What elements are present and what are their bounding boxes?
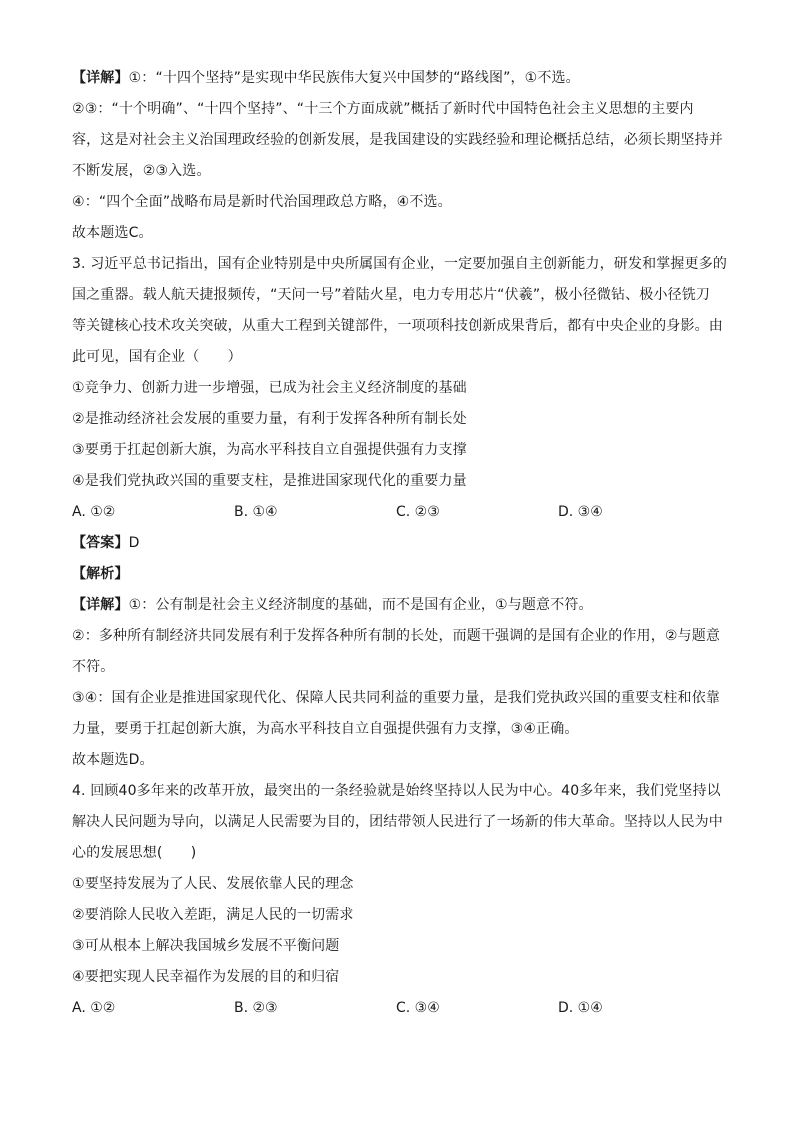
text-line: [72, 590, 722, 621]
line-text: ④是我们党执政兴国的重要支柱，是推进国家现代化的重要力量: [72, 473, 467, 489]
text-line: [72, 838, 722, 869]
text-line: [72, 125, 722, 156]
section-label: 【答案】: [72, 535, 129, 551]
line-text: ③要勇于扛起创新大旗，为高水平科技自立自强提供强有力支撑: [72, 442, 467, 458]
text-line: [72, 683, 722, 714]
text-line: [72, 962, 722, 993]
text-line: [72, 218, 722, 249]
text-line: [72, 373, 722, 404]
line-text: 此可见，国有企业（ ）: [72, 349, 242, 365]
line-text: ②：多种所有制经济共同发展有利于发挥各种所有制的长处，而题干强调的是国有企业的作用，②与题意: [72, 628, 720, 644]
q3-option-b: B. ①④: [234, 504, 278, 520]
line-text: D: [128, 535, 140, 551]
text-line: [72, 900, 722, 931]
line-text: ②是推动经济社会发展的重要力量，有利于发挥各种所有制长处: [72, 411, 467, 427]
line-text: ②③：“十个明确”、“十四个坚持”、“十三个方面成就”概括了新时代中国特色社会主义思想的主要内: [72, 101, 694, 117]
text-line: [72, 776, 722, 807]
q4-option-c: C. ③④: [396, 1000, 440, 1016]
text-line: [72, 714, 722, 745]
text-line: [72, 621, 722, 652]
line-text: ①：公有制是社会主义经济制度的基础，而不是国有企业，①与题意不符。: [128, 597, 593, 613]
answer-block-q3-q4: [72, 528, 722, 993]
line-text: ③可从根本上解决我国城乡发展不平衡问题: [72, 938, 340, 954]
text-line: [72, 435, 722, 466]
text-line: [72, 652, 722, 683]
line-text: 不符。: [72, 659, 115, 675]
text-line: [72, 280, 722, 311]
text-line: [72, 745, 722, 776]
document-page: [72, 63, 728, 1024]
line-text: ①：“十四个坚持”是实现中华民族伟大复兴中国梦的“路线图”，①不选。: [128, 70, 580, 86]
text-line: [72, 342, 722, 373]
line-text: ③④：国有企业是推进国家现代化、保障人民共同利益的重要力量，是我们党执政兴国的重要支柱和依靠: [72, 690, 720, 706]
q3-option-c: C. ②③: [396, 504, 440, 520]
line-text: ④要把实现人民幸福作为发展的目的和归宿: [72, 969, 340, 985]
line-text: 心的发展思想( ): [72, 845, 197, 861]
section-label: 【详解】: [72, 597, 129, 613]
text-line: [72, 931, 722, 962]
q3-options: [72, 497, 722, 528]
q4-option-d: D. ①④: [558, 1000, 603, 1016]
q4-option-a: A. ①②: [72, 1000, 116, 1016]
line-text: 3. 习近平总书记指出，国有企业特别是中央所属国有企业，一定要加强自主创新能力，研发和掌握更多的: [72, 256, 728, 272]
text-line: [72, 156, 722, 187]
text-line: [72, 466, 722, 497]
line-text: 等关键核心技术攻关突破，从重大工程到关键部件，一项项科技创新成果背后，都有中央企业的身影。由: [72, 318, 723, 334]
text-line: [72, 528, 722, 559]
text-line: [72, 869, 722, 900]
q4-option-b: B. ②③: [234, 1000, 278, 1016]
text-line: [72, 187, 722, 218]
text-line: [72, 404, 722, 435]
text-line: [72, 63, 722, 94]
section-label: 【解析】: [72, 566, 129, 582]
section-label: 【详解】: [72, 70, 129, 86]
line-text: ④：“四个全面”战略布局是新时代治国理政总方略，④不选。: [72, 194, 452, 210]
line-text: 4. 回顾40多年来的改革开放，最突出的一条经验就是始终坚持以人民为中心。40多年来，我们党坚持以: [72, 783, 721, 799]
line-text: ①竞争力、创新力进一步增强，已成为社会主义经济制度的基础: [72, 380, 467, 396]
answer-block-q2-q3: [72, 63, 728, 497]
line-text: 故本题选C。: [72, 225, 153, 241]
text-line: [72, 249, 728, 280]
line-text: ①要坚持发展为了人民、发展依靠人民的理念: [72, 876, 354, 892]
line-text: 解决人民问题为导向，以满足人民需要为目的，团结带领人民进行了一场新的伟大革命。坚持以人民为中: [72, 814, 723, 830]
text-line: [72, 807, 722, 838]
q3-option-d: D. ③④: [558, 504, 603, 520]
text-line: [72, 559, 722, 590]
line-text: 容，这是对社会主义治国理政经验的创新发展，是我国建设的实践经验和理论概括总结，必须长期坚持并: [72, 132, 723, 148]
line-text: ②要消除人民收入差距，满足人民的一切需求: [72, 907, 354, 923]
line-text: 国之重器。载人航天捷报频传，“天问一号”着陆火星，电力专用芯片“伏羲”，极小径微钻、极小径铣刀: [72, 287, 711, 303]
q3-option-a: A. ①②: [72, 504, 116, 520]
text-line: [72, 94, 722, 125]
line-text: 不断发展，②③入选。: [72, 163, 211, 179]
line-text: 力量，要勇于扛起创新大旗，为高水平科技自立自强提供强有力支撑，③④正确。: [72, 721, 579, 737]
q4-options: [72, 993, 722, 1024]
line-text: 故本题选D。: [72, 752, 154, 768]
text-line: [72, 311, 722, 342]
